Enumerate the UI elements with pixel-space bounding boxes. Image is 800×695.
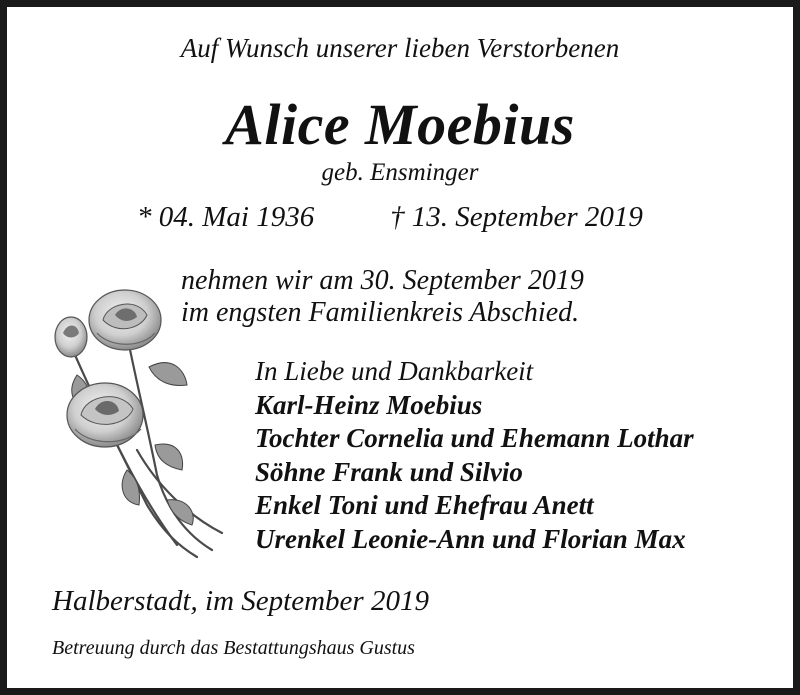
- death-date: † 13. September 2019: [390, 201, 643, 233]
- ceremony-line: im engsten Familienkreis Abschied.: [181, 297, 580, 328]
- mourner-name: Enkel Toni und Ehefrau Anett: [255, 490, 594, 520]
- place-date: Halberstadt, im September 2019: [52, 585, 429, 617]
- intro-text: Auf Wunsch unserer lieben Verstorbenen: [180, 33, 620, 63]
- mourner-name: Söhne Frank und Silvio: [255, 456, 523, 487]
- mourners-list: [255, 355, 694, 556]
- deceased-name: Alice Moebius: [225, 92, 575, 157]
- roses-icon: [37, 275, 237, 560]
- birth-date: * 04. Mai 1936: [137, 201, 315, 233]
- maiden-name: geb. Ensminger: [321, 159, 479, 186]
- funeral-home: Betreuung durch das Bestattungshaus Gustus: [52, 637, 415, 659]
- mourners-lead: In Liebe und Dankbarkeit: [255, 356, 534, 386]
- mourner-name: Urenkel Leonie-Ann und Florian Max: [255, 523, 686, 554]
- mourner-name: Tochter Cornelia und Ehemann Lothar: [255, 423, 694, 453]
- ceremony-text: [181, 265, 584, 329]
- ceremony-line: nehmen wir am 30. September 2019: [181, 265, 584, 296]
- mourner-name: Karl-Heinz Moebius: [255, 389, 483, 420]
